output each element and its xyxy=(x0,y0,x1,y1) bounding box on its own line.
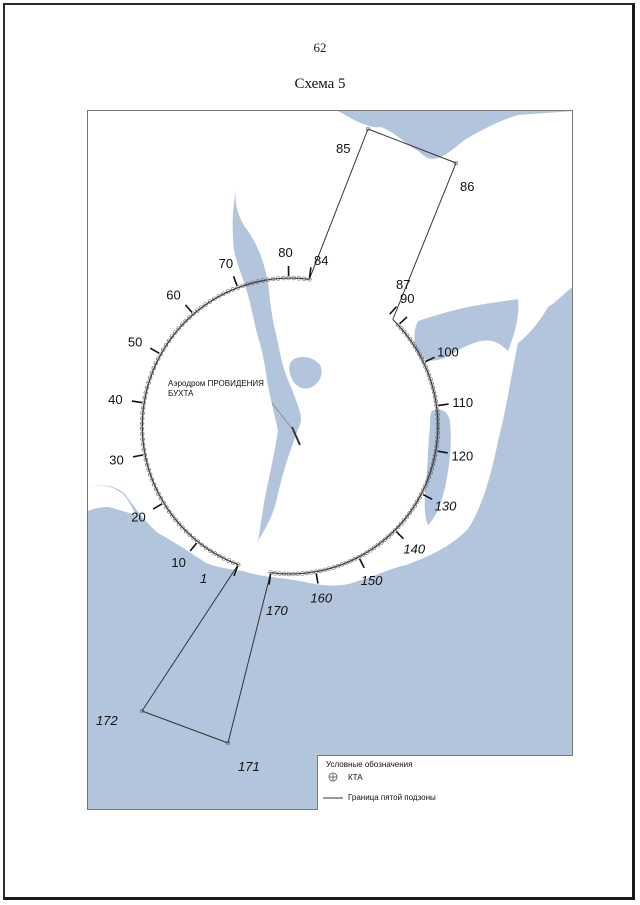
airport-label-line2: БУХТА xyxy=(168,389,194,398)
map-canvas xyxy=(88,111,573,810)
legend-boundary-row xyxy=(322,793,436,802)
airport-label-line1: Аэродром ПРОВИДЕНИЯ xyxy=(168,379,264,388)
point-label-40: 40 xyxy=(108,391,123,407)
page-number: 62 xyxy=(313,40,327,55)
map-frame xyxy=(87,110,573,810)
point-label-110: 110 xyxy=(452,395,474,411)
legend-kta-row xyxy=(322,772,363,782)
point-label-60: 60 xyxy=(166,287,181,303)
point-label-90: 90 xyxy=(400,291,415,306)
legend-boundary-label: Граница пятой подзоны xyxy=(348,793,436,802)
point-label-87: 87 xyxy=(396,277,411,292)
boundary-line-icon xyxy=(322,796,344,800)
point-label-130: 130 xyxy=(434,498,457,514)
scheme-title: Схема 5 xyxy=(294,76,346,92)
point-label-30: 30 xyxy=(109,452,124,468)
point-label-80: 80 xyxy=(278,245,293,260)
point-label-172: 172 xyxy=(96,713,118,728)
point-label-70: 70 xyxy=(218,256,234,272)
point-label-120: 120 xyxy=(451,448,474,464)
point-label-160: 160 xyxy=(310,590,333,606)
circle-plus-icon xyxy=(322,772,344,782)
point-label-85: 85 xyxy=(336,141,351,156)
point-label-84: 84 xyxy=(314,253,329,268)
point-label-86: 86 xyxy=(460,179,475,194)
point-label-150: 150 xyxy=(360,573,383,589)
point-label-170: 170 xyxy=(266,603,288,618)
legend xyxy=(317,755,573,810)
point-label-140: 140 xyxy=(403,541,426,557)
legend-kta-label: КТА xyxy=(348,772,363,782)
point-label-171: 171 xyxy=(238,759,260,774)
point-label-1: 1 xyxy=(200,571,208,586)
point-label-50: 50 xyxy=(127,334,143,350)
point-label-100: 100 xyxy=(437,344,459,360)
point-label-10: 10 xyxy=(171,555,186,570)
point-label-20: 20 xyxy=(131,509,146,525)
legend-title: Условные обозначения xyxy=(326,760,413,769)
